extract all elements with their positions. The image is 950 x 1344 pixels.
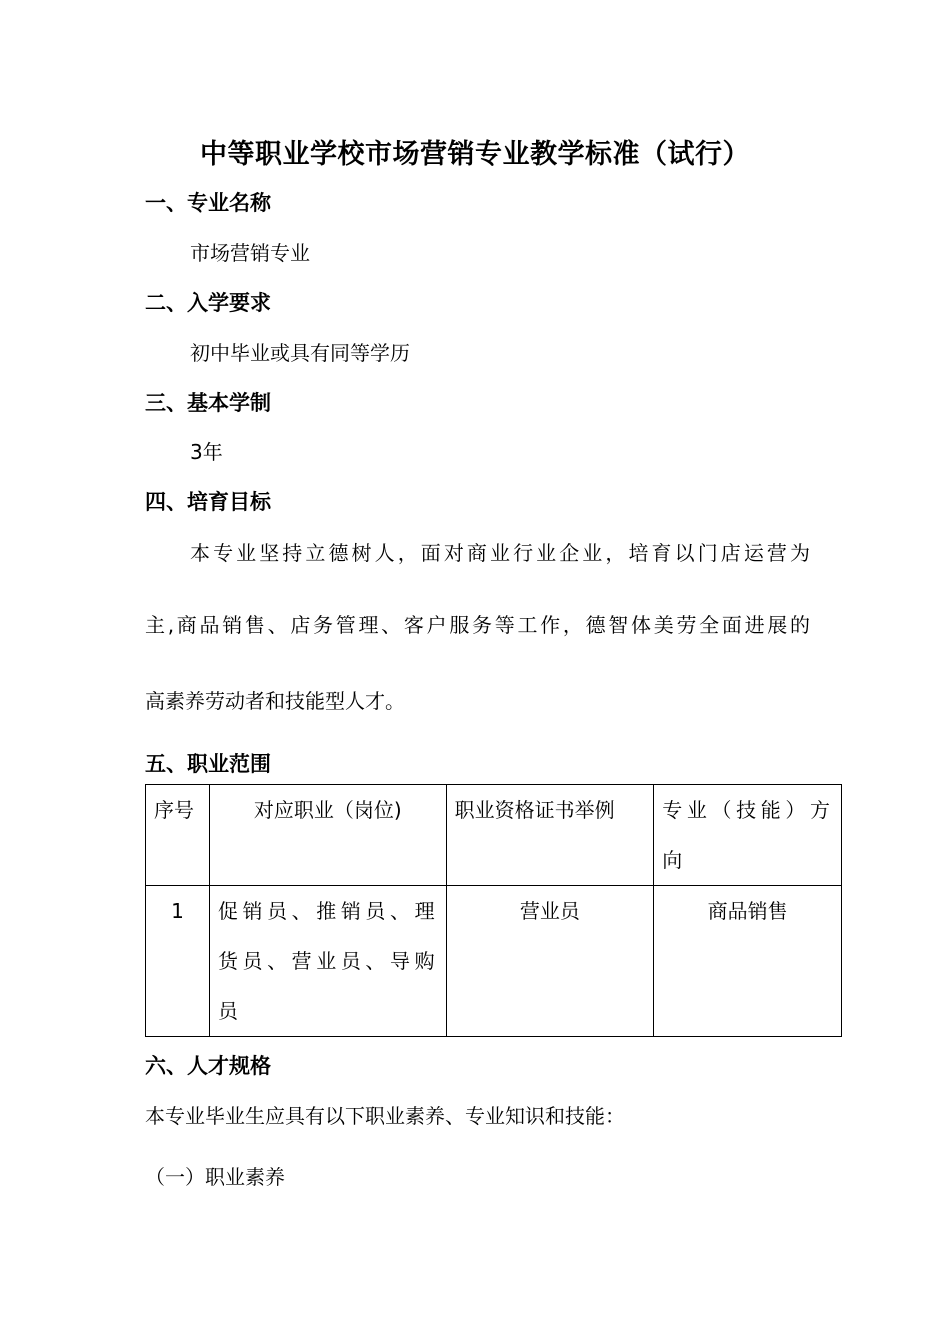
objectives-line: 主,商品销售、店务管理、客户服务等工作，德智体美劳全面进展的	[145, 613, 810, 637]
section-heading-major-name: 一、专业名称	[145, 191, 271, 215]
section-heading-talent-spec: 六、人才规格	[145, 1054, 271, 1078]
table-row	[146, 886, 842, 1037]
talent-spec-text: 本专业毕业生应具有以下职业素养、专业知识和技能：	[145, 1104, 625, 1128]
table-header-row	[146, 785, 842, 886]
objectives-line: 本专业坚持立德树人，面对商业行业企业，培育以门店运营为	[190, 541, 810, 565]
table-header-cell: 对应职业（岗位)	[209, 785, 446, 886]
section-heading-admission: 二、入学要求	[145, 291, 271, 315]
document-title: 中等职业学校市场营销专业教学标准（试行）	[200, 139, 750, 170]
table-cell: 营业员	[446, 886, 654, 1037]
duration-text: 3年	[190, 440, 223, 464]
table-header-cell: 职业资格证书举例	[446, 785, 654, 886]
table-header-cell: 序号	[146, 785, 210, 886]
career-scope-table	[145, 784, 842, 1037]
table-cell: 促销员、推销员、理货员、营业员、导购员	[209, 886, 446, 1037]
section-heading-duration: 三、基本学制	[145, 391, 271, 415]
table-cell: 商品销售	[654, 886, 842, 1037]
admission-text: 初中毕业或具有同等学历	[190, 341, 410, 365]
section-heading-career-scope: 五、职业范围	[145, 752, 271, 776]
subheading-professional-quality: （一）职业素养	[145, 1165, 285, 1189]
table-cell: 1	[146, 886, 210, 1037]
section-heading-objectives: 四、培育目标	[145, 490, 271, 514]
major-name-text: 市场营销专业	[190, 241, 310, 265]
objectives-line: 高素养劳动者和技能型人才。	[145, 689, 405, 713]
table-header-cell: 专业（技能）方向	[654, 785, 842, 886]
